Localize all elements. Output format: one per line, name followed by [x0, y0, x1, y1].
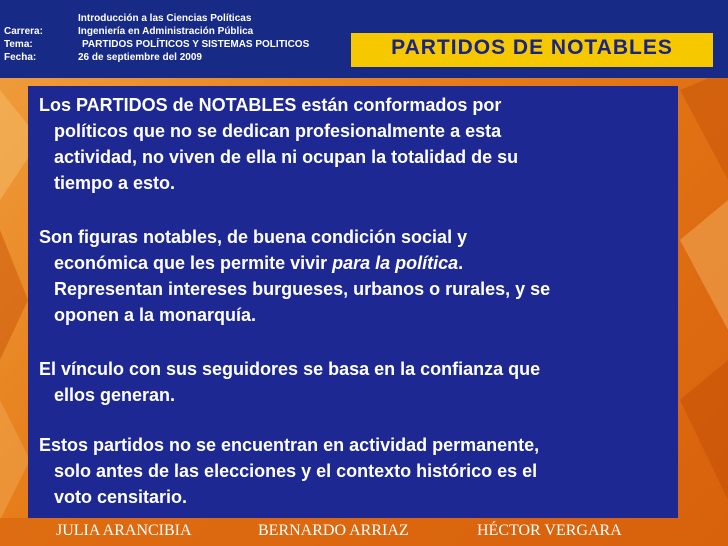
paragraph-line: Los PARTIDOS de NOTABLES están conformados por [39, 95, 502, 115]
fecha-value: 26 de septiembre del 2009 [78, 52, 202, 63]
paragraph-line: ellos generan. [54, 385, 176, 405]
carrera-value: Ingeniería en Administración Pública [78, 26, 254, 37]
paragraph-line [39, 250, 679, 276]
author-name: JULIA ARANCIBIA [56, 522, 192, 539]
paragraph-text: . [458, 253, 464, 273]
author-name: BERNARDO ARRIAZ [258, 522, 409, 539]
paragraph-line: El vínculo con sus seguidores se basa en la confianza que [39, 359, 541, 379]
paragraph-line: voto censitario. [54, 487, 188, 507]
paragraph-line: Representan intereses burgueses, urbanos o rurales, y se [54, 279, 551, 299]
paragraph-line: Estos partidos no se encuentran en actividad permanente, [39, 435, 540, 455]
paragraph-line: tiempo a esto. [54, 173, 176, 193]
paragraph-line: políticos que no se dedican profesionalmente a esta [54, 121, 502, 141]
tema-row [4, 39, 309, 50]
paragraph-4 [39, 432, 679, 510]
paragraph-line: actividad, no viven de ella ni ocupan la totalidad de su [54, 147, 519, 167]
slide-title: PARTIDOS DE NOTABLES [391, 36, 673, 59]
paragraph-1 [39, 92, 679, 196]
fecha-label: Fecha: [4, 52, 37, 63]
title-box [351, 33, 713, 67]
course-name: Introducción a las Ciencias Políticas [78, 13, 252, 24]
paragraph-3 [39, 356, 679, 408]
paragraph-line: solo antes de las elecciones y el contexto histórico es el [54, 461, 538, 481]
tema-value: PARTIDOS POLÍTICOS Y SISTEMAS POLITICOS [82, 39, 310, 50]
emphasis-text: para la política [332, 253, 459, 273]
paragraph-line: oponen a la monarquía. [54, 305, 257, 325]
paragraph-line: Son figuras notables, de buena condición social y [39, 227, 468, 247]
slide-header [0, 0, 728, 78]
paragraph-text: económica que les permite vivir [54, 253, 333, 273]
paragraph-2 [39, 224, 679, 328]
content-panel [28, 86, 678, 518]
author-name: HÉCTOR VERGARA [477, 522, 622, 539]
carrera-label: Carrera: [4, 26, 43, 37]
slide-footer [0, 518, 728, 546]
carrera-row [4, 26, 253, 37]
tema-label: Tema: [4, 39, 33, 50]
fecha-row [4, 52, 202, 63]
